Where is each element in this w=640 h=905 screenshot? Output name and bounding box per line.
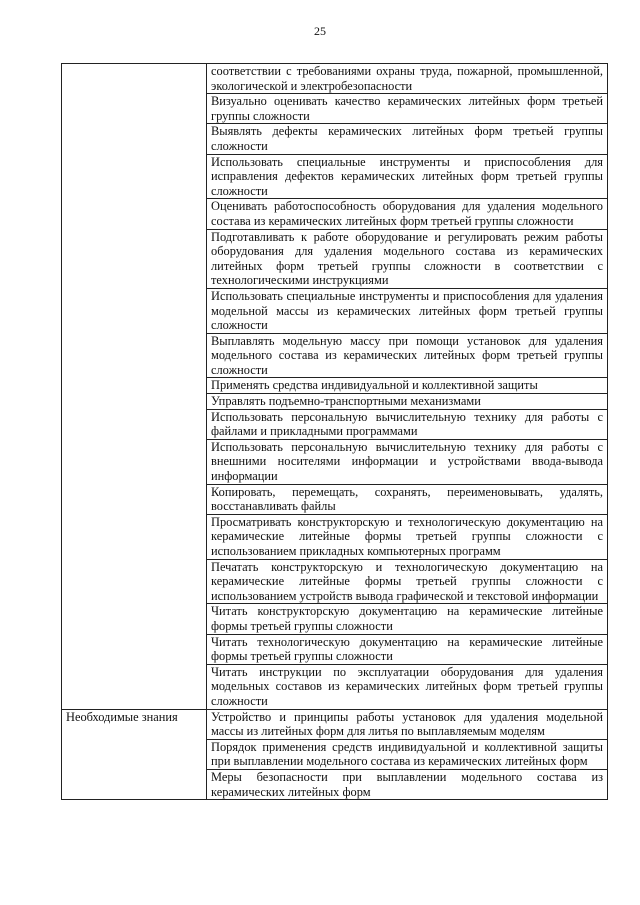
knowledge-label: Необходимые знания <box>62 709 207 800</box>
skill-item: Читать инструкции по эксплуатации оборудования для удаления модельных составов из керамических литейных форм третьей группы сложности <box>207 664 608 709</box>
skill-item: Использовать персональную вычислительную технику для работы с внешними носителями информации и устройствами ввода-вывода информации <box>207 439 608 484</box>
knowledge-item: Порядок применения средств индивидуальной и коллективной защиты при выплавлении модельного состава из керамических литейных форм <box>207 739 608 769</box>
skill-item: Подготавливать к работе оборудование и регулировать режим работы оборудования для удаления модельного состава из керамических литейных форм третьей группы сложности в соответствии с технологическими инструкциями <box>207 229 608 288</box>
skill-item: Копировать, перемещать, сохранять, переименовывать, удалять, восстанавливать файлы <box>207 484 608 514</box>
knowledge-item: Меры безопасности при выплавлении модельного состава из керамических литейных форм <box>207 769 608 799</box>
skill-item: Выявлять дефекты керамических литейных форм третьей группы сложности <box>207 124 608 154</box>
skill-item: Выплавлять модельную массу при помощи установок для удаления модельного состава из керамических литейных форм третьей группы сложности <box>207 333 608 378</box>
skill-item: Использовать персональную вычислительную технику для работы с файлами и прикладными программами <box>207 409 608 439</box>
skill-item: Читать конструкторскую документацию на керамические литейные формы третьей группы сложности <box>207 604 608 634</box>
skill-item: Использовать специальные инструменты и приспособления для удаления модельной массы из керамических литейных форм третьей группы сложности <box>207 288 608 333</box>
skill-item: Применять средства индивидуальной и коллективной защиты <box>207 378 608 394</box>
knowledge-item: Устройство и принципы работы установок для удаления модельной массы из литейных форм для литья по выплавляемым моделям <box>207 709 608 739</box>
table-row <box>62 64 608 94</box>
skill-item: Визуально оценивать качество керамических литейных форм третьей группы сложности <box>207 94 608 124</box>
skill-item: Оценивать работоспособность оборудования для удаления модельного состава из керамических литейных форм третьей группы сложности <box>207 199 608 229</box>
skill-item: Использовать специальные инструменты и приспособления для исправления дефектов керамических литейных форм третьей группы сложности <box>207 154 608 199</box>
skill-item: Просматривать конструкторскую и технологическую документацию на керамические литейные формы третьей группы сложности с использованием прикладных компьютерных программ <box>207 514 608 559</box>
skills-label-cell <box>62 64 207 710</box>
skill-item: Управлять подъемно-транспортными механизмами <box>207 394 608 410</box>
page-number: 25 <box>314 24 326 38</box>
skill-item: Читать технологическую документацию на керамические литейные формы третьей группы сложности <box>207 634 608 664</box>
skill-item: соответствии с требованиями охраны труда, пожарной, промышленной, экологической и электробезопасности <box>207 64 608 94</box>
table-row <box>62 709 608 739</box>
skill-item: Печатать конструкторскую и технологическую документацию на керамические литейные формы третьей группы сложности с использованием устройств вывода графической и текстовой информации <box>207 559 608 604</box>
requirements-table <box>61 63 608 800</box>
